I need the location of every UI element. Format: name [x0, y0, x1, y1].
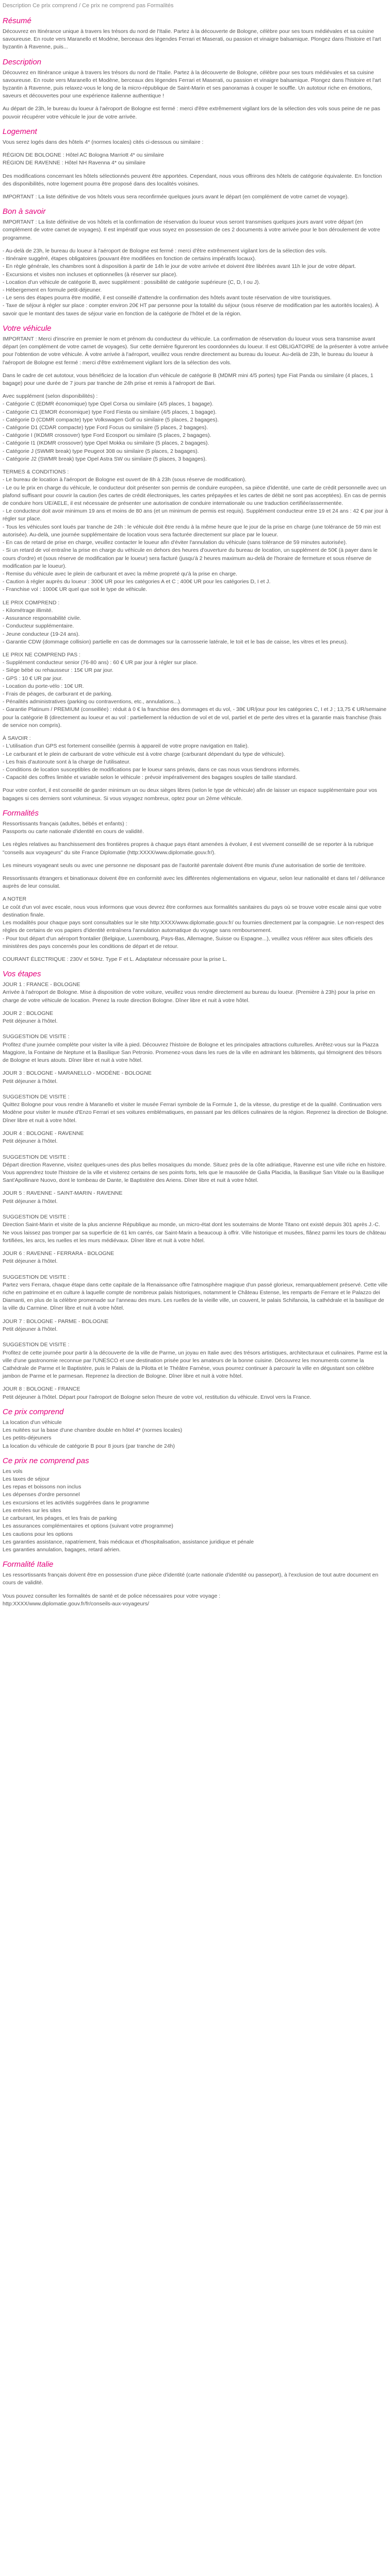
vehicule-include-item: - Garantie CDW (dommage collision) partielle en cas de dommages sur la carrosserie latérale, le toit et le bas de caisse, les vitres et les pneus). [3, 638, 348, 645]
vehicule-paragraph: TERMES & CONDITIONS : - Le bureau de location à l'aéroport de Bologne est ouvert de 8h à 23h (sous réserve de modification). - Le ou le prix en charge du véhicule, le conducteur doit présenter son permis de conduire européen, sa pièce d'identité, une carte de crédit personnelle avec un plafond suffisant pour couvrir la caution (les cartes de crédit électroniques, les cartes prépayées et les cartes de débit ne sont pas acceptées). En cas de permis de conduire hors UE/AELE, il est nécessaire de présenter une autorisation de conduire internationale ou une traduction certifiée/assermentée. - Le conducteur doit avoir minimum 19 ans et moins de 80 ans (et un minimum de permis est requis). Supplément conducteur entre 19 et 24 ans : 42 € par jour à régler sur place. - Tous les véhicules sont loués par tranche de 24h : le véhicule doit être rendu à la même heure que le jour de la prise en charge (une tolérance de 59 min est autorisée). Au-delà, une journée supplémentaire de location vous sera facturée directement sur place par le loueur. - En cas de retard de prise en charge, veuillez contacter le loueur afin d'éviter l'annulation du véhicule (sans tolérance de 59 minutes autorisée). - Si un retard de vol entraîne la prise en charge du véhicule en dehors des heures d'ouverture du bureau de location, un supplément de 50€ (à payer dans le cours d'ordre) et (sous réserve de modification par le loueur) sera facturé (jusqu'à 2 heures maximum au-delà de l'horaire de fermeture et sous réserve de modification par le loueur). - Remise du véhicule avec le plein de carburant et avec la même propreté qu'à la prise en charge. - Caution à régler auprès du loueur : 300€ UR pour les catégories A et C ; 400€ UR pour les catégories D, I et J. - Franchise vol : 1000€ UR quel que soit le type de véhicule. [3, 469, 388, 593]
hotel-item: RÉGION DE RAVENNE : Hôtel NH Ravenna 4* ou similaire [3, 160, 145, 166]
etape-day-heading: JOUR 2 : BOLOGNE [3, 1010, 54, 1016]
logement-intro: Vous serez logés dans des hôtels 4* (normes locales) cités ci-dessous ou similaire : [3, 139, 204, 145]
bon-a-savoir-paragraph: - Au-delà de 23h, le bureau du loueur à l'aéroport de Bologne est fermé : merci d'être extrêmement vigilant lors de la sélection des vols. - Itinéraire suggéré, étapes obligatoires (pouvant être modifiées en fonction de certains impératifs locaux). - En règle générale, les chambres sont à disposition à partir de 14h le jour de votre arrivée et doivent être libérées avant 11h le jour de votre départ. - Excursions et visites non incluses et optionnelles (à réserver sur place). - Location d'un véhicule de catégorie B, avec supplément : possibilité de catégorie supérieure (C, D, I ou J). - Hébergement en formule petit-déjeuner. - Le sens des étapes pourra être modifié, il est conseillé d'attendre la confirmation des hôtels avant toute réservation de vitre touristiques. - Taxe de séjour à régler sur place : compter environ 20€ HT par personne pour la totalité du séjour (sous réserve de modification par les autorités locales). À savoir que le montant des taxes de séjour varie en fonction de la catégorie de l'hôtel et de la région. [3, 247, 379, 317]
ne-comprend-item: Les repas et boissons non inclus [3, 1484, 82, 1490]
etape-day [3, 981, 388, 1005]
resume-title: Résumé [3, 16, 31, 25]
ne-comprend-item: Le carburant, les péages, et les frais de parking [3, 1515, 117, 1522]
vehicule-paragraph: Dans le cadre de cet autotour, vous bénéficiez de la location d'un véhicule de catégorie B (MDMR mini 4/5 portes) type Fiat Panda ou similaire (4 places, 1 bagage) pour une durée de 7 jours par tranche de 24h prise et remis à l'aéroport de Bari. [3, 372, 373, 386]
vehicule-avoir-item: - Capacité des coffres limitée et variable selon le véhicule : prévoir impérativement des bagages souples de taille standard. [3, 774, 297, 781]
vehicule-avoir-title: À SAVOIR : [3, 735, 31, 742]
vehicule-title: Votre véhicule [3, 324, 52, 333]
etape-day-heading: JOUR 1 : FRANCE - BOLOGNE [3, 981, 80, 988]
ne-comprend-title: Ce prix ne comprend pas [3, 1456, 89, 1465]
breadcrumb[interactable]: Description Ce prix comprend / Ce prix ne comprend pas Formalités [3, 3, 174, 9]
vehicule-exclude-item: - GPS : 10 € UR par jour. [3, 675, 63, 682]
ne-comprend-list [3, 1468, 388, 1554]
etape-day [3, 1010, 388, 1065]
etape-day-heading: JOUR 7 : BOLOGNE - PARME - BOLOGNE [3, 1318, 109, 1325]
description-paragraph: Au départ de 23h, le bureau du loueur à l'aéroport de Bologne est fermé : merci d'être extrêmement vigilant lors de la sélection des vols sous peine de ne pas pouvoir récupérer votre véhicule le jour de votre arrivée. [3, 106, 380, 120]
resume-text: Découvrez en Itinérance unique à travers les trésors du nord de l'Italie. Partez à la découverte de Bologne, célèbre pour ses tours médiévales et sa cuisine savoureuse. En route vers Maranello et Modène, berceaux des légendes Ferrari et Maserati, ou passion et vinaigre balsamique. Plongez dans l'histoire et l'art byzantin à Ravenne, puis... [3, 28, 381, 50]
ne-comprend-item: Les cautions pour les options [3, 1531, 73, 1537]
etape-day-text: Arrivée à l'aéroport de Bologne. Mise à disposition de votre voiture, veuillez vous rendre directement au bureau du loueur. (Première à 23h) pour la prise en charge de votre véhicule de location. Prenez la route direction Bologne. Dîner libre et nuit à votre hôtel. [3, 989, 376, 1004]
ne-comprend-item: Les garanties assistance, rapatriement, frais médicaux et d'hospitalisation, assistance juridique et pénale [3, 1538, 254, 1545]
vehicule-section [3, 324, 388, 803]
bon-a-savoir-section [3, 207, 388, 318]
logement-title: Logement [3, 127, 37, 136]
etape-day-text: Petit déjeuner à l'hôtel. SUGGESTION DE VISITE : Profitez d'une journée complète pour visiter la ville à pied. Découvrez l'histoire de Bologne et les principales attractions culturelles. Arrêtez-vous sur la Piazza Maggiore, la Fontaine de Neptune et la Basilique San Petronio. Promenez-vous dans les rues de la ville en admirant les bâtiments, qui témoignent des trésors de Bologne et leurs atouts. Dîner libre et nuit à votre hôtel. [3, 1018, 382, 1064]
hotel-item: RÉGION DE BOLOGNE : Hôtel AC Bologna Marriott 4* ou similaire [3, 152, 164, 159]
bon-a-savoir-title: Bon à savoir [3, 207, 46, 216]
formalites-paragraph: Les mineurs voyageant seuls ou avec une personne ne disposant pas de l'autorité parentale doivent être munis d'une autorisation de sortie de territoire. [3, 862, 367, 869]
vehicule-paragraph: IMPORTANT : Merci d'inscrire en premier le nom et prénom du conducteur du véhicule. La confirmation de réservation du loueur vous sera transmise avant départ (en complément de votre carnet de voyages). Sur cette dernière figureront les coordonnées du loueur. Il est OBLIGATOIRE de la présenter à votre arrivée pour l'obtention de votre véhicule. À votre arrivée à l'aéroport, veuillez vous rendre directement au bureau du loueur. Au-delà de 23h, le bureau du loueur à l'aéroport de Bologne est fermé : merci d'être extrêmement vigilant lors de la sélection des vols. [3, 335, 388, 366]
etape-day [3, 1318, 388, 1381]
ne-comprend-item: Les taxes de séjour [3, 1476, 50, 1482]
etape-day-heading: JOUR 5 : RAVENNE - SAINT-MARIN - RAVENNE [3, 1190, 123, 1197]
etape-day-heading: JOUR 8 : BOLOGNE - FRANCE [3, 1386, 80, 1393]
formalites-paragraph: Les règles relatives au franchissement des frontières propres à chaque pays étant amenées à évoluer, il est vivement conseillé de se reporter à la rubrique "conseils aux voyageurs" du site France Diplomatie (http:XXXX/www.diplomatie.gouv.fr/). [3, 841, 374, 856]
formalite-italie-title: Formalité Italie [3, 1560, 54, 1569]
vehicule-paragraph: Avec supplément (selon disponibilités) : - Catégorie C (EDMR économique) type Opel Corsa ou similaire (4/5 places, 1 bagage). - Catégorie C1 (EMOR économique) type Ford Fiesta ou similaire (4/5 places, 1 bagage). - Catégorie D (CDMR compacte) type Volkswagen Golf ou similaire (5 places, 2 bagages). - Catégorie D1 (CDAR compacte) type Ford Focus ou similaire (5 places, 2 bagages). - Catégorie I (IKDMR crossover) type Ford Ecosport ou similaire (5 places, 2 bagages). - Catégorie I1 (IKDMR crossover) type Opel Mokka ou similaire (5 places, 2 bagages). - Catégorie J (SWMR break) type Peugeot 308 ou similaire (5 places, 2 bagages). - Catégorie J2 (SWMR break) type Opel Astra SW ou similaire (5 places, 3 bagages). [3, 393, 219, 462]
description-paragraph: Découvrez en Itinérance unique à travers les trésors du nord de l'Italie. Partez à la découverte de Bologne, célèbre pour ses tours médiévales et sa cuisine savoureuse. En route vers Maranello et Modène, berceaux des légendes Ferrari et Maserati, ou passion et vinaigre balsamique. Plongez dans l'histoire et l'art byzantin à Ravenne, puis relaxez-vous le long de la micro-république de Saint-Marin et ses panoramas à couper le souffle. Un autotour riche en émotions, saveurs et découvertes pour une expérience italienne authentique ! [3, 69, 381, 99]
description-section [3, 58, 388, 121]
comprend-item: Les nuitées sur la base d'une chambre double en hôtel 4* (normes locales) [3, 1427, 183, 1434]
logement-paragraphs [3, 173, 388, 201]
comprend-list [3, 1419, 388, 1450]
comprend-item: La location d'un véhicule [3, 1419, 62, 1426]
vehicule-avoir-item: - Le carburant et le plein de carburant de votre véhicule est à votre charge (carburant dépendant du type de véhicule). [3, 751, 285, 757]
ne-comprend-item: Les excursions et les activités suggérées dans le programme [3, 1499, 150, 1506]
vehicule-closing: Pour votre confort, il est conseillé de garder minimum un ou deux sièges libres (selon le type de véhicule) afin de laisser un espace supplémentaire pour vos bagages si ces derniers sont volumineux. Si vous voyagez nombreux, optez pour un 2ème véhicule. [3, 787, 378, 802]
vehicule-include-item: - Assurance responsabilité civile. [3, 615, 82, 622]
vehicule-include-item: - Jeune conducteur (19-24 ans). [3, 631, 80, 637]
vehicule-exclude-item: - Location du porte-vélo : 10€ UR. [3, 683, 84, 689]
ne-comprend-item: Les garanties annulation, bagages, retard aérien. [3, 1546, 121, 1553]
vehicule-avoir-item: - Les frais d'autoroute sont à la charge de l'utilisateur. [3, 758, 131, 765]
formalites-paragraph: Ressortissants français (adultes, bébés et enfants) : Passports ou carte nationale d'identité en cours de validité. [3, 820, 144, 835]
ne-comprend-item: Les entrées sur les sites [3, 1507, 61, 1514]
etape-day-text: Petit déjeuner à l'hôtel. SUGGESTION DE VISITE : Direction Saint-Marin et visite de la plus ancienne République au monde, un micro-état dont les souterrains de Monte Titano ont existé depuis 301 après J.-C. Ne vous laissez pas tromper par sa superficie de 61 km carrés, car Saint-Marin a beaucoup à offrir. Ville historique et musées, flânez parmi les tours de château fortifiées, les arcs, les ruelles et les murs médiévaux. Dîner libre et nuit à votre hôtel. [3, 1198, 386, 1244]
logement-paragraph: Des modifications concernant les hôtels sélectionnés peuvent être apportées. Cependant, nous vous offrirons des hôtels de catégorie équivalente. En fonction des disponibilités, notre logement pourra être proposé dans des localités voisines. [3, 173, 382, 187]
vehicule-exclude-item: - Siège bébé ou rehausseur : 15€ UR par jour. [3, 667, 113, 674]
etape-day-text: Petit déjeuner à l'hôtel. SUGGESTION DE VISITE : Partez vers Ferrara, chaque étape dans cette capitale de la Renaissance offre l'atmosphère magique d'un passé glorieux, remarquablement préservé. Cette ville riche en patrimoine et en culture à laquelle compte de nombreux palais historiques, notamment le Château Estense, les remparts de Ferrare et le Palazzo dei Diamanti, en plus de la célèbre promenade sur l'anneau des murs. Les ruelles de la vieille ville, un couvent, le palais Schifanoia, la cathédrale et la basilique de la ville du Carmine. Dîner libre et nuit à votre hôtel. [3, 1258, 388, 1312]
resume-section [3, 16, 388, 52]
etape-day-text: Petit déjeuner à l'hôtel. Départ pour l'aéroport de Bologne selon l'heure de votre vol, restitution du véhicule. Envol vers la France. [3, 1394, 312, 1400]
etapes-section [3, 970, 388, 1401]
vehicule-avoir-item: - L'utilisation d'un GPS est fortement conseillée (permis à appareil de votre propre navigation en Italie). [3, 743, 249, 750]
vehicule-exclude-item: - Frais de péages, de carburant et de parking. [3, 691, 113, 698]
etape-day [3, 1190, 388, 1245]
formalites-section [3, 809, 388, 963]
formalite-italie-paragraph: Les ressortissants français doivent être en possession d'une pièce d'identité (carte nationale d'identité ou passeport), à l'exclusion de tout autre document en cours de validité. [3, 1572, 379, 1586]
etapes-day-list [3, 981, 388, 1401]
ne-comprend-item: Les dépenses d'ordre personnel [3, 1492, 80, 1498]
formalites-paragraphs [3, 820, 388, 963]
formalite-italie-section [3, 1560, 388, 1608]
etape-day-heading: JOUR 3 : BOLOGNE - MARANELLO - MODÈNE - BOLOGNE [3, 1070, 152, 1077]
comprend-section [3, 1408, 388, 1450]
bon-a-savoir-paragraphs [3, 218, 388, 318]
vehicule-avoir-list [3, 742, 388, 782]
etapes-title: Vos étapes [3, 970, 41, 979]
etape-day-text: Petit déjeuner à l'hôtel. SUGGESTION DE VISITE : Quittez Bologne pour vous rendre à Maranello et visiter le musée Ferrari symbole de la Formule 1, de la vitesse, du prestige et de la qualité. Continuation vers Modène pour visiter le musée d'Enzo Ferrari et ses voitures emblématiques, en passant par les délices culinaires de la région. Reprenez la direction de Bologne. Dîner libre et nuit à votre hôtel. [3, 1078, 388, 1124]
ne-comprend-section [3, 1456, 388, 1554]
logement-paragraph: IMPORTANT : La liste définitive de vos hôtels vous sera reconfirmée quelques jours avant le départ (en complément de votre carnet de voyage). [3, 194, 349, 200]
vehicule-excludes-list [3, 659, 388, 730]
description-paragraphs [3, 69, 388, 121]
hotel-list [3, 151, 388, 167]
etape-day [3, 1130, 388, 1185]
comprend-title: Ce prix comprend [3, 1407, 64, 1416]
logement-section [3, 127, 388, 201]
etape-day-heading: JOUR 4 : BOLOGNE - RAVENNE [3, 1130, 84, 1137]
vehicule-include-item: - Conducteur supplémentaire. [3, 623, 74, 630]
formalites-title: Formalités [3, 808, 39, 818]
comprend-item: Les petits-déjeuners [3, 1435, 52, 1442]
vehicule-include-item: - Kilométrage illimité. [3, 607, 53, 614]
etape-day-text: Petit déjeuner à l'hôtel. SUGGESTION DE VISITE : Départ direction Ravenne, visitez quelques-unes des plus belles mosaïques du monde. Situez près de la côte adriatique, Ravenne est une ville riche en histoire. Vous apprendrez toute l'histoire de la ville et visiterez certains de ses points forts, tels que le mausolée de Galla Placidia, la Basilique San Vitale ou la Basilique Sant'Apollinare Nuovo, dont le tombeau de Dante, le Baptistère des Ariens. Dîner libre et nuit à votre hôtel. [3, 1138, 387, 1184]
ne-comprend-item: Les vols [3, 1468, 23, 1475]
formalite-italie-paragraph: Vous pouvez consulter les formalités de santé et de police nécessaires pour votre voyage : http:XXXX/www.diplomatie.gouv.fr/fr/conseils-aux-voyageurs/ [3, 1592, 220, 1607]
formalites-paragraph: Ressortissants étrangers et binationaux doivent être en conformité avec les différentes réglementations en vigueur, selon leur nationalité et dans tel / délivrance auprès de leur consulat. [3, 875, 385, 890]
vehicule-includes-title: LE PRIX COMPREND : [3, 599, 60, 606]
vehicule-avoir-item: - Conditions de location susceptibles de modifications par le loueur sans préavis, dans ce cas nous vous tiendrons informés. [3, 767, 301, 773]
vehicule-exclude-item: - Garantie Platinum / PREMIUM (conseillée) : réduit à 0 € la franchise des dommages et du vol, - 38€ UR/jour pour les catégories C, I et J ; 13,75 € UR/semaine pour la catégorie B (directement au loueur et au vol : partiellement la réduction de vol et de vol, partiel et de perte des vitres et la garantie mais franchise (frais de service non compris). [3, 706, 387, 728]
vehicule-includes-list [3, 607, 388, 646]
vehicule-exclude-item: - Pénalités administratives (parking ou contraventions, etc., annulations...). [3, 699, 182, 705]
etape-day [3, 1385, 388, 1401]
etape-day [3, 1070, 388, 1125]
description-title: Description [3, 57, 42, 66]
vehicule-paragraphs [3, 335, 388, 594]
comprend-item: La location du véhicule de catégorie B pour 8 jours (par tranche de 24h) [3, 1443, 175, 1449]
etape-day [3, 1250, 388, 1313]
vehicule-excludes-title: LE PRIX NE COMPREND PAS : [3, 651, 80, 658]
ne-comprend-item: Les assurances complémentaires et options (suivant votre programme) [3, 1523, 173, 1530]
etape-day-text: Petit déjeuner à l'hôtel. SUGGESTION DE VISITE : Profitez de cette journée pour partir à la découverte de la ville de Parme, un joyau en Italie avec des trésors artistiques, architecturaux et culinaires. Parme est la ville d'une gastronomie reconnue par l'UNESCO et une destination prisée pour les amateurs de la bonne cuisine. Découvrez les monuments comme la Cathédrale de Parme et le Baptistère, puis le Palais de la Pilotta et le Théâtre Farnèse, vous pourrez continuer à parcourir la ville en dégustant son célèbre jambon de Parme et le parmesan. Reprenez la direction de Bologne. Dîner libre et nuit à votre hôtel. [3, 1326, 387, 1380]
formalites-paragraph: COURANT ÉLECTRIQUE : 230V et 50Hz. Type F et L. Adaptateur nécessaire pour la prise L. [3, 956, 227, 962]
vehicule-exclude-item: - Supplément conducteur senior (76-80 ans) : 60 € UR par jour à régler sur place. [3, 659, 198, 666]
formalites-paragraph: A NOTER Le coût d'un vol avec escale, nous vous informons que vous devrez être conformes aux formalités sanitaires du pays où se trouve votre escale ainsi que votre destination finale. Les modalités pour chaque pays sont consultables sur le site http:XXXX/www.diplomatie.gouv.fr/ ou fournies directement par la compagnie. Le non-respect des règles de certains de vos papiers d'identité entraînera l'annulation automatique du voyage sans remboursement. - Pour tout départ d'un aéroport frontalier (Belgique, Luxembourg, Pays-Bas, Allemagne, Suisse ou Espagne...), veuillez vous référer aux sites officiels des ministères des pays concernés pour les conditions de départ et de retour. [3, 896, 384, 950]
bon-a-savoir-paragraph: IMPORTANT : La liste définitive de vos hôtels et la confirmation de réservation du loueur vous seront transmises quelques jours avant votre départ (en complément de votre carnet de voyages). Il est impératif que vous soyez en possession de ces 2 documents à votre arrivée pour le bon déroulement de votre programme. [3, 219, 380, 241]
formalite-italie-paragraphs [3, 1571, 388, 1608]
etape-day-heading: JOUR 6 : RAVENNE - FERRARA - BOLOGNE [3, 1250, 115, 1257]
